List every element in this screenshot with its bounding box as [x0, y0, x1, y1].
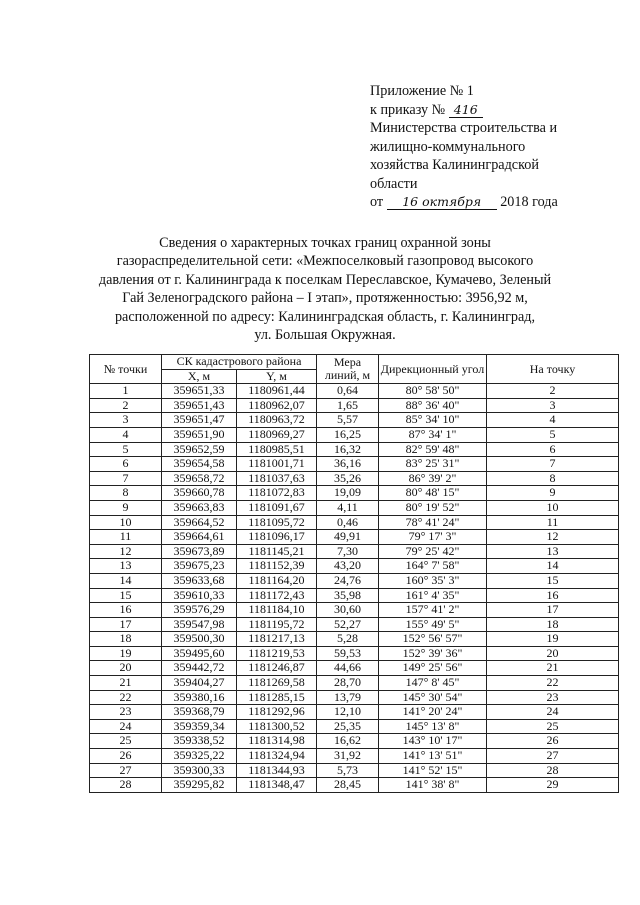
cell-x: 359658,72 [162, 471, 237, 486]
cell-angle: 85° 34' 10" [379, 413, 487, 428]
cell-angle: 161° 4' 35" [379, 588, 487, 603]
cell-to-point: 7 [487, 457, 619, 472]
cell-measure: 0,46 [317, 515, 379, 530]
cell-to-point: 12 [487, 530, 619, 545]
cell-x: 359675,23 [162, 559, 237, 574]
cell-angle: 147° 8' 45" [379, 676, 487, 691]
cell-measure: 7,30 [317, 544, 379, 559]
cell-x: 359651,47 [162, 413, 237, 428]
table-header [90, 355, 619, 384]
cell-point: 14 [90, 573, 162, 588]
cell-x: 359663,83 [162, 500, 237, 515]
table-row [90, 559, 619, 574]
cell-point: 4 [90, 427, 162, 442]
cell-to-point: 19 [487, 632, 619, 647]
cell-to-point: 28 [487, 763, 619, 778]
table-row [90, 705, 619, 720]
table-row [90, 442, 619, 457]
cell-y: 1181152,39 [237, 559, 317, 574]
cell-point: 27 [90, 763, 162, 778]
title-line: ул. Большая Окружная. [254, 327, 396, 344]
cell-measure: 12,10 [317, 705, 379, 720]
cell-measure: 43,20 [317, 559, 379, 574]
cell-point: 17 [90, 617, 162, 632]
document-title [60, 234, 590, 344]
cell-y: 1181172,43 [237, 588, 317, 603]
cell-y: 1181184,10 [237, 603, 317, 618]
table-row [90, 690, 619, 705]
cell-x: 359359,34 [162, 719, 237, 734]
cell-y: 1181246,87 [237, 661, 317, 676]
table-row [90, 573, 619, 588]
cell-x: 359404,27 [162, 676, 237, 691]
cell-angle: 78° 41' 24" [379, 515, 487, 530]
cell-angle: 160° 35' 3" [379, 573, 487, 588]
cell-measure: 16,62 [317, 734, 379, 749]
cell-y: 1181348,47 [237, 778, 317, 793]
table-row [90, 384, 619, 399]
date-handwritten: 16 октября [387, 195, 497, 210]
cell-x: 359500,30 [162, 632, 237, 647]
cell-measure: 44,66 [317, 661, 379, 676]
cell-x: 359325,22 [162, 749, 237, 764]
cell-y: 1181324,94 [237, 749, 317, 764]
cell-x: 359610,33 [162, 588, 237, 603]
cell-to-point: 18 [487, 617, 619, 632]
cell-y: 1181269,58 [237, 676, 317, 691]
title-line: давления от г. Калининграда к поселкам Переславское, Кумачево, Зеленый [98, 271, 552, 288]
cell-angle: 143° 10' 17" [379, 734, 487, 749]
cell-point: 18 [90, 632, 162, 647]
appendix-label: Приложение № 1 [370, 83, 474, 99]
cell-measure: 24,76 [317, 573, 379, 588]
cell-point: 23 [90, 705, 162, 720]
cell-point: 20 [90, 661, 162, 676]
cell-y: 1180969,27 [237, 427, 317, 442]
cell-y: 1181095,72 [237, 515, 317, 530]
cell-to-point: 17 [487, 603, 619, 618]
cell-x: 359652,59 [162, 442, 237, 457]
cell-y: 1181314,98 [237, 734, 317, 749]
header-to-point: На точку [487, 355, 619, 384]
date-prefix: от [370, 194, 384, 210]
cell-point: 9 [90, 500, 162, 515]
cell-to-point: 10 [487, 500, 619, 515]
cell-angle: 86° 39' 2" [379, 471, 487, 486]
cell-y: 1181195,72 [237, 617, 317, 632]
cell-to-point: 29 [487, 778, 619, 793]
cell-x: 359673,89 [162, 544, 237, 559]
cell-x: 359368,79 [162, 705, 237, 720]
cell-to-point: 2 [487, 384, 619, 399]
cell-to-point: 5 [487, 427, 619, 442]
cell-measure: 16,25 [317, 427, 379, 442]
cell-to-point: 22 [487, 676, 619, 691]
cell-point: 7 [90, 471, 162, 486]
table-row [90, 398, 619, 413]
cell-measure: 13,79 [317, 690, 379, 705]
table-row [90, 646, 619, 661]
cell-point: 13 [90, 559, 162, 574]
cell-to-point: 25 [487, 719, 619, 734]
cell-measure: 36,16 [317, 457, 379, 472]
cell-to-point: 21 [487, 661, 619, 676]
cell-to-point: 13 [487, 544, 619, 559]
cell-measure: 35,98 [317, 588, 379, 603]
cell-to-point: 26 [487, 734, 619, 749]
cell-angle: 141° 20' 24" [379, 705, 487, 720]
cell-to-point: 23 [487, 690, 619, 705]
cell-measure: 30,60 [317, 603, 379, 618]
title-line: Гай Зеленоградского района – I этап», протяженностью: 3956,92 м, [122, 290, 528, 307]
cell-measure: 5,73 [317, 763, 379, 778]
cell-y: 1180985,51 [237, 442, 317, 457]
cell-y: 1181292,96 [237, 705, 317, 720]
cell-measure: 19,09 [317, 486, 379, 501]
table-row [90, 676, 619, 691]
cell-measure: 28,70 [317, 676, 379, 691]
cell-y: 1180961,44 [237, 384, 317, 399]
cell-point: 22 [90, 690, 162, 705]
boundary-points-table [89, 354, 619, 793]
cell-measure: 5,57 [317, 413, 379, 428]
cell-measure: 16,32 [317, 442, 379, 457]
header-x: X, м [162, 369, 237, 384]
cell-point: 3 [90, 413, 162, 428]
header-sk: СК кадастрового района [162, 355, 317, 370]
cell-angle: 149° 25' 56" [379, 661, 487, 676]
cell-point: 2 [90, 398, 162, 413]
cell-measure: 25,35 [317, 719, 379, 734]
header-point: № точки [90, 355, 162, 384]
cell-angle: 141° 52' 15" [379, 763, 487, 778]
ministry-line-4: области [370, 175, 418, 192]
cell-measure: 35,26 [317, 471, 379, 486]
cell-angle: 155° 49' 5" [379, 617, 487, 632]
cell-x: 359651,43 [162, 398, 237, 413]
cell-point: 8 [90, 486, 162, 501]
cell-to-point: 3 [487, 398, 619, 413]
cell-measure: 28,45 [317, 778, 379, 793]
table-row [90, 632, 619, 647]
ministry-line-3: хозяйства Калининградской [370, 157, 539, 173]
title-line: расположенной по адресу: Калининградская область, г. Калининград, [114, 308, 536, 325]
cell-angle: 88° 36' 40" [379, 398, 487, 413]
cell-angle: 164° 7' 58" [379, 559, 487, 574]
cell-angle: 87° 34' 1" [379, 427, 487, 442]
cell-point: 16 [90, 603, 162, 618]
cell-y: 1180962,07 [237, 398, 317, 413]
cell-x: 359660,78 [162, 486, 237, 501]
cell-angle: 145° 30' 54" [379, 690, 487, 705]
table-row [90, 515, 619, 530]
cell-point: 26 [90, 749, 162, 764]
cell-x: 359664,61 [162, 530, 237, 545]
cell-y: 1180963,72 [237, 413, 317, 428]
table-row [90, 457, 619, 472]
title-line: газораспределительной сети: «Межпоселковый газопровод высокого [116, 253, 534, 270]
cell-x: 359651,33 [162, 384, 237, 399]
cell-y: 1181001,71 [237, 457, 317, 472]
table-row [90, 486, 619, 501]
cell-point: 15 [90, 588, 162, 603]
cell-measure: 4,11 [317, 500, 379, 515]
cell-point: 12 [90, 544, 162, 559]
table-row [90, 719, 619, 734]
cell-to-point: 20 [487, 646, 619, 661]
table-row [90, 734, 619, 749]
cell-y: 1181091,67 [237, 500, 317, 515]
table-row [90, 661, 619, 676]
cell-y: 1181072,83 [237, 486, 317, 501]
date-line [370, 193, 620, 212]
cell-y: 1181344,93 [237, 763, 317, 778]
cell-angle: 80° 48' 15" [379, 486, 487, 501]
table-row [90, 749, 619, 764]
cell-x: 359651,90 [162, 427, 237, 442]
cell-x: 359338,52 [162, 734, 237, 749]
order-prefix: к приказу № [370, 101, 446, 118]
cell-point: 28 [90, 778, 162, 793]
cell-y: 1181164,20 [237, 573, 317, 588]
cell-point: 24 [90, 719, 162, 734]
cell-point: 5 [90, 442, 162, 457]
cell-point: 25 [90, 734, 162, 749]
cell-y: 1181037,63 [237, 471, 317, 486]
cell-point: 10 [90, 515, 162, 530]
cell-point: 19 [90, 646, 162, 661]
cell-x: 359300,33 [162, 763, 237, 778]
cell-angle: 152° 39' 36" [379, 646, 487, 661]
cell-measure: 52,27 [317, 617, 379, 632]
document-header [370, 82, 620, 212]
table-row [90, 500, 619, 515]
table-row [90, 544, 619, 559]
cell-point: 21 [90, 676, 162, 691]
cell-measure: 5,28 [317, 632, 379, 647]
cell-x: 359576,29 [162, 603, 237, 618]
table-row [90, 413, 619, 428]
cell-measure: 0,64 [317, 384, 379, 399]
cell-angle: 83° 25' 31" [379, 457, 487, 472]
cell-to-point: 6 [487, 442, 619, 457]
cell-angle: 141° 38' 8" [379, 778, 487, 793]
cell-point: 11 [90, 530, 162, 545]
cell-angle: 145° 13' 8" [379, 719, 487, 734]
cell-x: 359442,72 [162, 661, 237, 676]
table-row [90, 617, 619, 632]
cell-x: 359495,60 [162, 646, 237, 661]
cell-y: 1181300,52 [237, 719, 317, 734]
cell-to-point: 9 [487, 486, 619, 501]
cell-to-point: 14 [487, 559, 619, 574]
cell-x: 359654,58 [162, 457, 237, 472]
title-line: Сведения о характерных точках границ охранной зоны [159, 235, 491, 251]
cell-to-point: 24 [487, 705, 619, 720]
cell-angle: 80° 58' 50" [379, 384, 487, 399]
cell-y: 1181145,21 [237, 544, 317, 559]
cell-angle: 152° 56' 57" [379, 632, 487, 647]
table-row [90, 603, 619, 618]
cell-x: 359295,82 [162, 778, 237, 793]
table-row [90, 530, 619, 545]
cell-to-point: 4 [487, 413, 619, 428]
cell-to-point: 16 [487, 588, 619, 603]
cell-point: 6 [90, 457, 162, 472]
cell-x: 359547,98 [162, 617, 237, 632]
cell-angle: 79° 25' 42" [379, 544, 487, 559]
cell-angle: 79° 17' 3" [379, 530, 487, 545]
cell-angle: 82° 59' 48" [379, 442, 487, 457]
cell-x: 359633,68 [162, 573, 237, 588]
date-suffix: 2018 года [500, 194, 558, 210]
cell-point: 1 [90, 384, 162, 399]
cell-to-point: 27 [487, 749, 619, 764]
cell-y: 1181219,53 [237, 646, 317, 661]
cell-y: 1181217,13 [237, 632, 317, 647]
cell-x: 359664,52 [162, 515, 237, 530]
cell-measure: 59,53 [317, 646, 379, 661]
cell-y: 1181285,15 [237, 690, 317, 705]
order-line [370, 101, 620, 120]
table-row [90, 763, 619, 778]
cell-measure: 49,91 [317, 530, 379, 545]
table-row [90, 588, 619, 603]
header-measure: Мера линий, м [317, 355, 379, 384]
ministry-line-1: Министерства строительства и [370, 120, 558, 136]
table-row [90, 471, 619, 486]
cell-y: 1181096,17 [237, 530, 317, 545]
cell-to-point: 8 [487, 471, 619, 486]
header-angle: Дирекционный угол [379, 355, 487, 384]
ministry-line-2: жилищно-коммунального [370, 138, 526, 155]
cell-angle: 80° 19' 52" [379, 500, 487, 515]
cell-x: 359380,16 [162, 690, 237, 705]
table-row [90, 427, 619, 442]
cell-angle: 141° 13' 51" [379, 749, 487, 764]
cell-angle: 157° 41' 2" [379, 603, 487, 618]
table-body [90, 384, 619, 793]
order-number-handwritten: 416 [449, 103, 483, 118]
cell-measure: 1,65 [317, 398, 379, 413]
header-y: Y, м [237, 369, 317, 384]
cell-to-point: 11 [487, 515, 619, 530]
cell-to-point: 15 [487, 573, 619, 588]
cell-measure: 31,92 [317, 749, 379, 764]
table-row [90, 778, 619, 793]
